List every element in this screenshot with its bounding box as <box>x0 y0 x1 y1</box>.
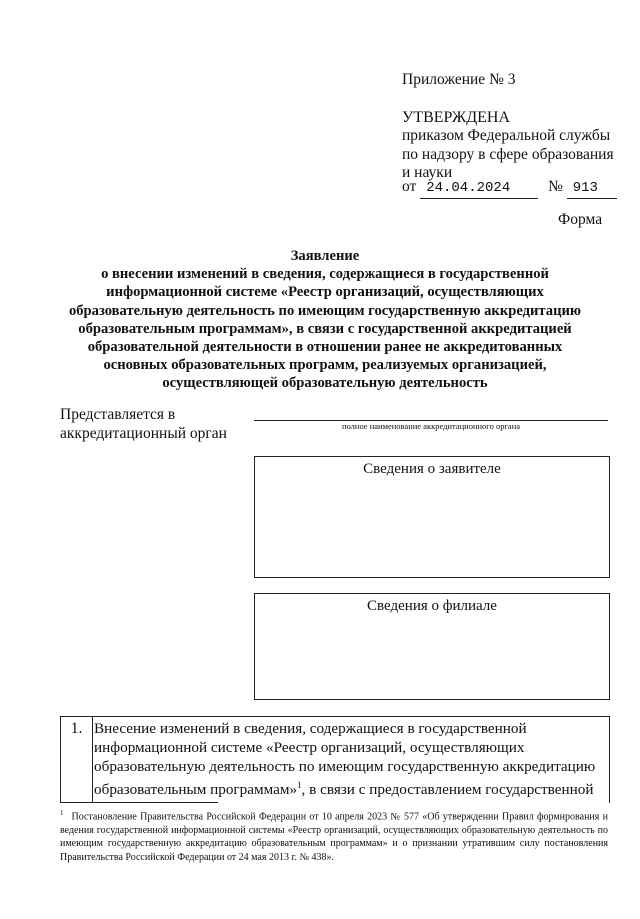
appendix-label: Приложение № 3 <box>402 71 516 88</box>
title-line: образовательной деятельности в отношении ранее не аккредитованных <box>87 339 563 356</box>
date-prefix: от <box>402 178 417 195</box>
branch-box-title: Сведения о филиале <box>367 598 497 614</box>
form-label: Форма <box>558 211 603 228</box>
title-line: Заявление <box>290 248 360 264</box>
footnote-marker: 1 <box>60 809 64 817</box>
title-line: образовательным программам», в связи с государственной аккредитацией <box>78 320 572 337</box>
footnote <box>60 807 608 864</box>
section-1-line-last <box>94 776 606 799</box>
document-title <box>60 247 590 393</box>
submitted-label <box>60 405 227 443</box>
order-line-2: по надзору в сфере образования <box>402 146 614 163</box>
section-1-last-after: , в связи с предоставлением государственной <box>301 781 594 799</box>
submitted-label-line-2: аккредитационный орган <box>60 425 227 442</box>
footnote-separator <box>60 802 218 803</box>
branch-box[interactable] <box>254 593 610 700</box>
section-1-line: образовательную деятельность по имеющим государственную аккредитацию <box>94 758 596 775</box>
order-date: 24.04.2024 <box>420 179 538 199</box>
approved-label: УТВЕРЖДЕНА <box>402 109 511 126</box>
title-line: основных образовательных программ, реализуемых организацией, <box>103 357 547 374</box>
section-1-number-cell <box>61 717 93 803</box>
order-line-3: и науки <box>402 164 453 181</box>
section-1-last-before: образовательным программам» <box>94 781 298 799</box>
order-date-line <box>402 177 617 199</box>
applicant-box-title: Сведения о заявителе <box>363 461 501 477</box>
submitted-label-line-1: Представляется в <box>60 406 176 423</box>
order-number: 913 <box>567 179 617 199</box>
order-line-1: приказом Федеральной службы <box>402 127 611 144</box>
title-line: информационной системе «Реестр организаций, осуществляющих <box>106 284 544 301</box>
section-1-line: Внесение изменений в сведения, содержащиеся в государственной <box>94 720 527 737</box>
authority-caption: полное наименование аккредитационного органа <box>341 421 521 431</box>
applicant-box[interactable] <box>254 456 610 578</box>
title-line: образовательную деятельность по имеющим государственную аккредитацию <box>68 302 582 319</box>
section-1-number: 1. <box>70 720 83 737</box>
footnote-ref[interactable]: 1 <box>297 780 302 790</box>
section-1-row <box>60 716 610 803</box>
number-prefix: № <box>548 178 563 195</box>
title-line: осуществляющей образовательную деятельность <box>162 375 488 392</box>
section-1-line: информационной системе «Реестр организаций, осуществляющих <box>94 739 525 756</box>
title-line: о внесении изменений в сведения, содержащиеся в государственной <box>101 266 549 283</box>
footnote-text: Постановление Правительства Российской Федерации от 10 апреля 2023 № 577 «Об утверждении Правил формирования и ведения государственной информационной системы «Реестр организаций, осуществляющих образовательную деятельность по имеющим государственную аккредитацию образовательным программам» и о признании утратившим силу постановления Правительства Российской Федерации от 24 мая 2013 г. № 438». <box>60 811 608 863</box>
section-1-text <box>94 719 606 799</box>
